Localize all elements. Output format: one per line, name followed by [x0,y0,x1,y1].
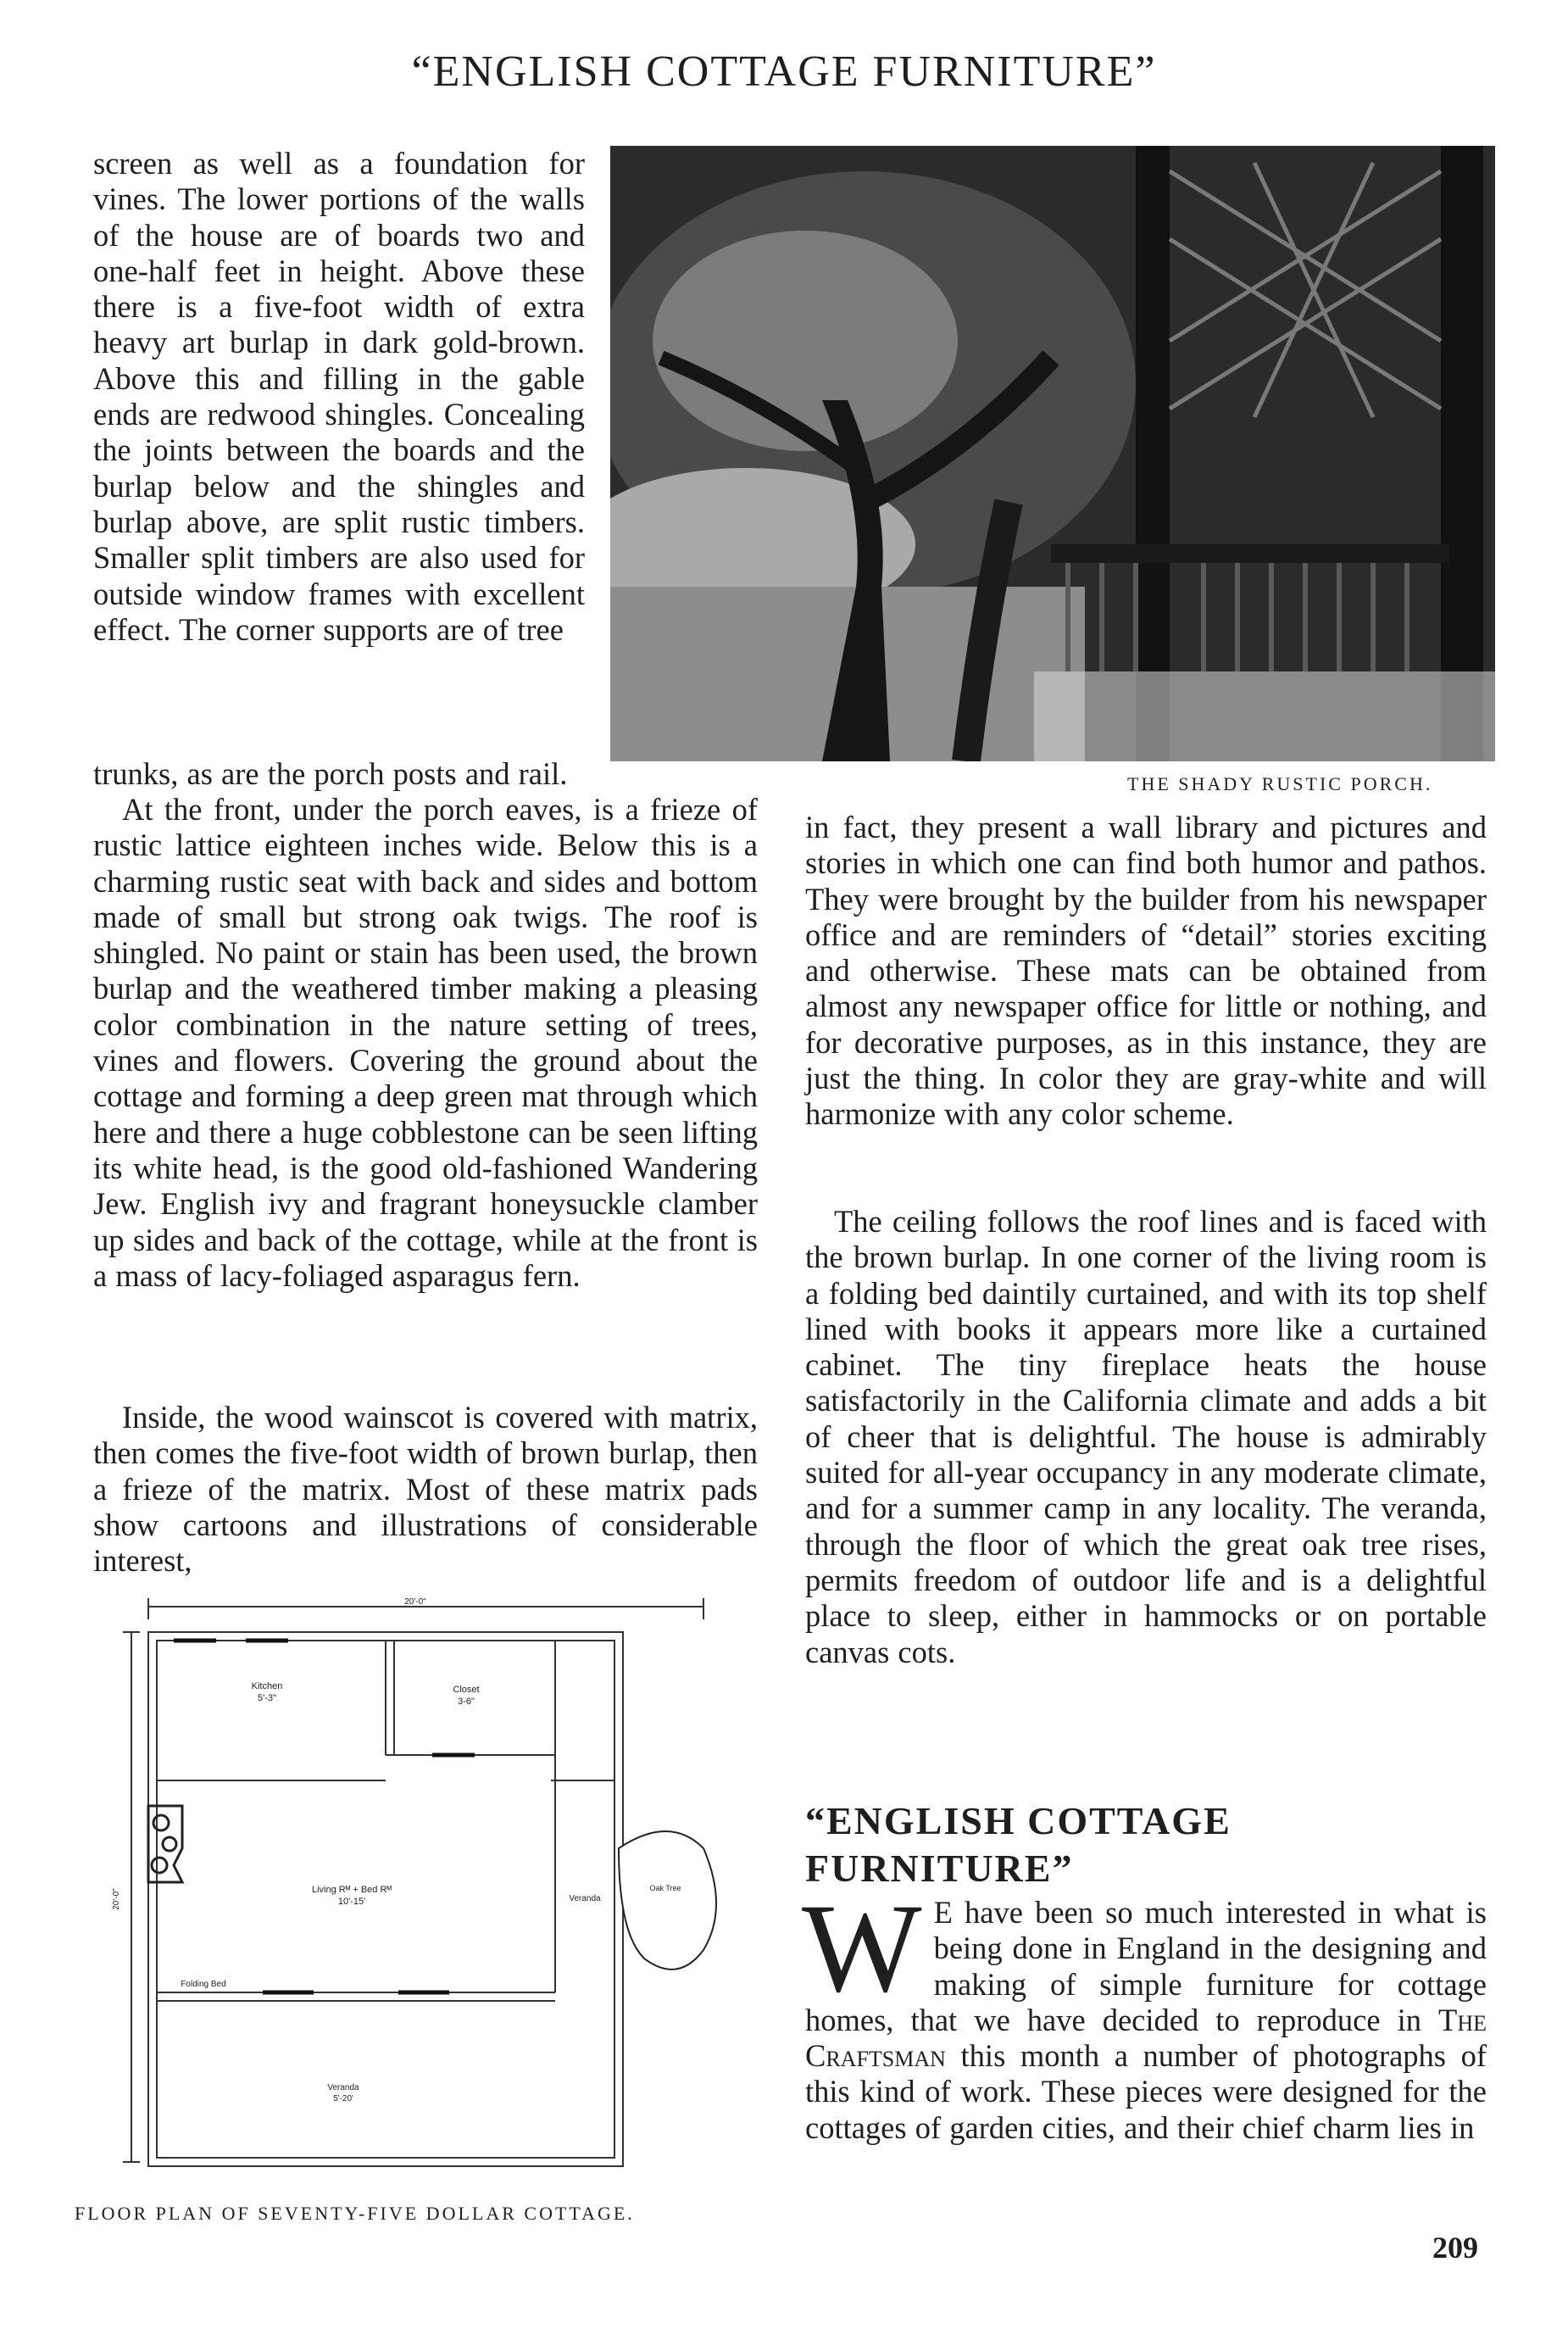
porch-photo-drawing [610,146,1495,761]
floor-plan [93,1594,746,2187]
right-paragraph-1: in fact, they present a wall library and pictures and stories in which one can find both humor and pathos. They were brought by the builder from his newspaper office and are reminders of “detail” stories exciting and otherwise. These mats can be obtained from almost any newspaper office for little or nothing, and for decorative purposes, as in this instance, they are just the thing. In color they are gray-white and will harmonize with any color scheme. [805,810,1487,1132]
left-paragraph-1: screen as well as a foundation for vines. The lower portions of the walls of the house are of boards two and one-half feet in height. Above these there is a five-foot width of extra heavy art burlap in dark gold-brown. Above this and filling in the gable ends are redwood shingles. Concealing the joints between the boards and the burlap below and the shingles and burlap above, are split rustic timbers. Smaller split timbers are also used for outside window frames with excellent effect. The corner supports are of tree [93,146,585,647]
plan-veranda-side-label: Veranda [569,1894,601,1903]
plan-dim-width: 20'-0" [404,1597,426,1607]
page-number: 209 [1432,2231,1478,2265]
running-header: “ENGLISH COTTAGE FURNITURE” [411,47,1157,96]
plan-dim-depth: 20'-0" [112,1888,121,1910]
drop-cap: W [802,1878,922,2019]
plan-oak-tree-label: Oak Tree [649,1884,681,1892]
left-paragraph-1-end: trunks, as are the porch posts and rail. [93,756,568,791]
porch-photo [610,146,1495,761]
oak-tree-outline [619,1831,716,1970]
plan-living-size: 10'-15' [337,1897,366,1907]
right-paragraph-2: The ceiling follows the roof lines and is faced with the brown burlap. In one corner of the living room is a folding bed daintily curtained, and with its top shelf lined with books it appears more like a curtained cabinet. The tiny fireplace heats the house satisfactorily in the California climate and adds a bit of cheer that is delightful. The house is admirably suited for all-year occupancy in any moderate climate, and for a summer camp in any locality. The veranda, through the floor of which the great oak tree rises, permits freedom of outdoor life and is a delightful place to sleep, either in hammocks or on portable canvas cots. [805,1204,1487,1669]
magazine-name: The Craftsman [805,2002,1487,2074]
paragraph-3-end: this month a number of photographs of this kind of work. These pieces were designed for the cottages of garden cities, and their chief charm lies in [805,2038,1487,2145]
floor-plan-caption: FLOOR PLAN OF SEVENTY-FIVE DOLLAR COTTAGE. [75,2203,635,2224]
floor-plan-drawing [93,1594,746,2187]
left-paragraph-2: At the front, under the porch eaves, is a frieze of rustic lattice eighteen inches wide. Below this is a charming rustic seat with back and sides and bottom made of small but strong oak twigs. The roof is shingled. No paint or stain has been used, the brown burlap and the weathered timber making a pleasing color combination in the nature setting of trees, vines and flowers. Covering the ground about the cottage and forming a deep green mat through which here and there a huge cobblestone can be seen lifting its white head, is the good old-fashioned Wandering Jew. English ivy and fragrant honeysuckle clamber up sides and back of the cottage, while at the front is a mass of lacy-foliaged asparagus fern. [93,792,758,1293]
plan-folding-bed-label: Folding Bed [181,1980,226,1989]
plan-closet-label: Closet [453,1685,480,1695]
photo-caption: THE SHADY RUSTIC PORCH. [1127,773,1433,794]
plan-living-label: Living Rᴹ + Bed Rᴹ [311,1885,392,1895]
plan-closet-size: 3-6" [458,1697,475,1707]
paragraph-3-start: E have been so much interested in what is being done in England in the designing and making of simple furniture for cottage homes, that we have decided to reproduce in [805,1895,1487,2037]
section-title: “ENGLISH COTTAGE FURNITURE” [805,1799,1232,1890]
left-paragraph-3: Inside, the wood wainscot is covered with matrix, then comes the five-foot width of brown burlap, then a frieze of the matrix. Most of these matrix pads show cartoons and illustrations of considerable interest, [93,1400,758,1579]
plan-veranda-front-label: Veranda [327,2083,359,2092]
plan-kitchen-label: Kitchen [251,1681,283,1691]
right-paragraph-3 [802,1878,1487,2146]
plan-veranda-size: 5'-20' [333,2094,353,2103]
plan-kitchen-size: 5'-3" [258,1693,276,1703]
